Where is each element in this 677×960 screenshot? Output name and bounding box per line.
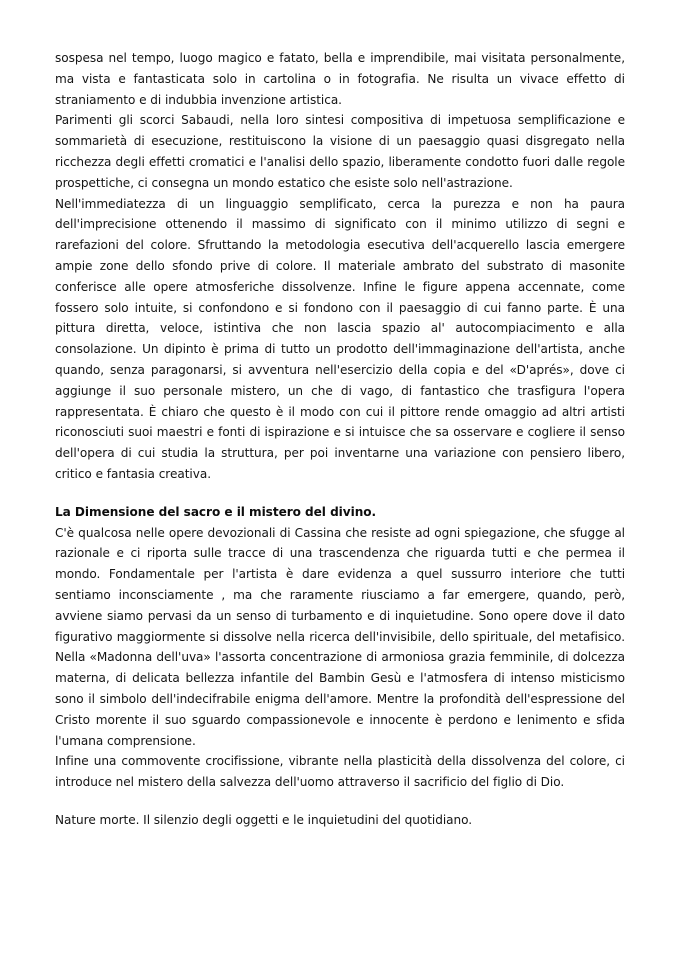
section-spacer bbox=[55, 485, 625, 502]
paragraph: sospesa nel tempo, luogo magico e fatato, bella e imprendibile, mai visitata personalmente, ma vista e fantasticata solo in cartolina o in fotografia. Ne risulta un vivace effetto di straniamento e di indubbia invenzione artistica. bbox=[55, 51, 625, 107]
paragraph: Parimenti gli scorci Sabaudi, nella loro sintesi compositiva di impetuosa semplificazione e sommarietà di esecuzione, restituiscono la visione di un paesaggio quasi disgregato nella ricchezza degli effetti cromatici e l'analisi dello spazio, liberamente condotto fuori dalle regole prospettiche, ci consegna un mondo estatico che esiste solo nell'astrazione. bbox=[55, 113, 625, 190]
section-heading-sacro: La Dimensione del sacro e il mistero del divino. bbox=[55, 504, 377, 519]
paragraph: C'è qualcosa nelle opere devozionali di Cassina che resiste ad ogni spiegazione, che sfugge al razionale e ci riporta sulle tracce di una trascendenza che riguarda tutti e che permea il mondo. Fondamentale per l'artista è dare evidenza a quel sussurro interiore che tutti sentiamo inconsciamente , ma che raramente riusciamo a far emergere, quando, però, avviene siamo pervasi da un senso di turbamento e di inquietudine. Sono opere dove il dato figurativo maggiormente si dissolve nella ricerca dell'invisibile, dello spirituale, del metafisico. Nella «Madonna dell'uva» l'assorta concentrazione di armoniosa grazia femminile, di dolcezza materna, di delicata bellezza infantile del Bambin Gesù e l'atmosfera di intenso misticismo sono il simbolo dell'indecifrabile enigma dell'amore. Mentre la profondità dell'espressione del Cristo morente il suo sguardo compassionevole e innocente è perdono e lenimento e sfida l'umana comprensione. bbox=[55, 525, 625, 748]
paragraph: Nature morte. Il silenzio degli oggetti e le inquietudini del quotidiano. bbox=[55, 812, 473, 827]
document-body bbox=[55, 48, 625, 831]
paragraph: Infine una commovente crocifissione, vibrante nella plasticità della dissolvenza del colore, ci introduce nel mistero della salvezza dell'uomo attraverso il sacrificio del figlio di Dio. bbox=[55, 754, 625, 790]
paragraph: Nell'immediatezza di un linguaggio semplificato, cerca la purezza e non ha paura dell'imprecisione ottenendo il massimo di significato con il minimo utilizzo di segni e rarefazioni del colore. Sfruttando la metodologia esecutiva dell'acquerello lascia emergere ampie zone dello sfondo prive di colore. Il materiale ambrato del substrato di masonite conferisce alle opere atmosferiche dissolvenze. Infine le figure appena accennate, come fossero solo intuite, si confondono e si fondono con il paesaggio di cui fanno parte. È una pittura diretta, veloce, istintiva che non lascia spazio al' autocompiacimento e alla consolazione. Un dipinto è prima di tutto un prodotto dell'immaginazione dell'artista, anche quando, senza paragonarsi, si avventura nell'esercizio della copia e del «D'aprés», dove ci aggiunge il suo personale mistero, un che di vago, di fantastico che trasfigura l'opera rappresentata. È chiaro che questo è il modo con cui il pittore rende omaggio ad altri artisti riconosciuti suoi maestri e fonti di ispirazione e si intuisce che sa osservare e cogliere il senso dell'opera di cui studia la struttura, per poi inventarne una variazione con pensiero libero, critico e fantasia creativa. bbox=[55, 196, 625, 481]
section-spacer bbox=[55, 793, 625, 810]
